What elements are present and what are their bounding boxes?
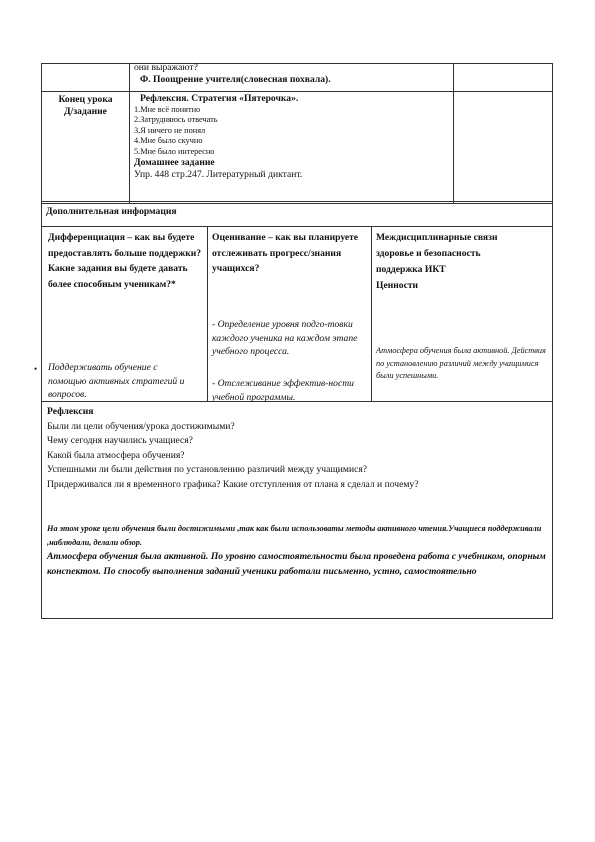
reflection-summary-2: Атмосфера обучения была активной. По уровню самостоятельности была проведена работа с учебником, опорным конспектом. По способу выполнения заданий ученики работали письменно, устно, самостоятельно <box>47 551 546 577</box>
text-line: они выражают? <box>134 62 198 73</box>
homework-label: Д/задание <box>64 105 107 117</box>
reflection-strategy-cell <box>130 92 454 204</box>
top-right-empty-cell <box>454 64 553 92</box>
praise-line: Ф. Поощрение учителя(словесная похвала). <box>140 73 331 85</box>
ict-support-title: поддержка ИКТ <box>376 264 446 275</box>
reflection-question: Успешными ли были действия по установлению различий между учащимися? <box>47 464 368 475</box>
option-3: 3.Я ничего не понял <box>134 125 206 135</box>
top-center-cell <box>130 64 454 92</box>
assessment-title: Оценивание – как вы планируете отслеживать прогресс/знания учащихся? <box>212 232 359 275</box>
reflection-question: Какой была атмосфера обучения? <box>47 449 185 461</box>
differentiation-cell <box>34 227 208 402</box>
health-safety-title: здоровье и безопасность <box>376 248 481 259</box>
assessment-body-1: - Определение уровня подго-товки каждого ученика на каждом этапе учебного процесса. <box>212 319 358 357</box>
strategy-title: Рефлексия. Стратегия «Пятерочка». <box>140 93 299 104</box>
right-empty-cell <box>454 92 553 204</box>
additional-info-header: Дополнительная информация <box>46 206 177 217</box>
reflection-summary-1: На этом уроке цели обучения были достижимыми ,так как были использоваты методы активного чтения.Учащиеся поддерживали ,наблюдали, делали обзор. <box>47 524 542 547</box>
reflection-question: Придерживался ли я временного графика? Какие отступления от плана я сделал и почему? <box>47 478 419 490</box>
additional-info-header-cell <box>42 202 553 227</box>
cross-curricular-cell <box>372 227 553 402</box>
cross-links-title: Междисциплинарные связи <box>376 232 498 243</box>
option-2: 2.Затрудняюсь отвечать <box>134 115 218 125</box>
lesson-end-label: Конец урока <box>58 94 113 105</box>
option-5: 5.Мне было интересно <box>134 146 215 156</box>
reflection-question: Были ли цели обучения/урока достижимыми? <box>47 420 235 432</box>
differentiation-title: Дифференциация – как вы будете предоставлять больше поддержки? Какие задания вы будете давать более способным ученикам?* <box>48 232 202 290</box>
lesson-end-label-cell <box>42 92 130 204</box>
reflection-cell <box>42 402 553 619</box>
homework-text: Упр. 448 стр.247. Литературный диктант. <box>134 168 303 180</box>
cross-curricular-body: Атмосфера обучения была активной. Действия по установлению различий между учащимися были успешными. <box>376 346 546 380</box>
homework-title: Домашнее задание <box>134 157 215 169</box>
option-4: 4.Мне было скучно <box>134 136 203 146</box>
lesson-end-table <box>41 63 553 204</box>
assessment-body-2: - Отслеживание эффектив-ности учебной программы. <box>212 378 354 403</box>
bullet-icon: • <box>34 364 38 374</box>
additional-info-table <box>34 201 553 619</box>
assessment-cell <box>208 227 372 402</box>
differentiation-body: Поддерживать обучение с помощью активных стратегий и вопросов. <box>48 362 185 400</box>
option-1: 1.Мне всё понятно <box>134 104 201 114</box>
values-title: Ценности <box>376 280 419 291</box>
top-left-empty-cell <box>42 64 130 92</box>
reflection-header: Рефлексия <box>47 406 94 417</box>
reflection-question: Чему сегодня научились учащиеся? <box>47 435 193 446</box>
